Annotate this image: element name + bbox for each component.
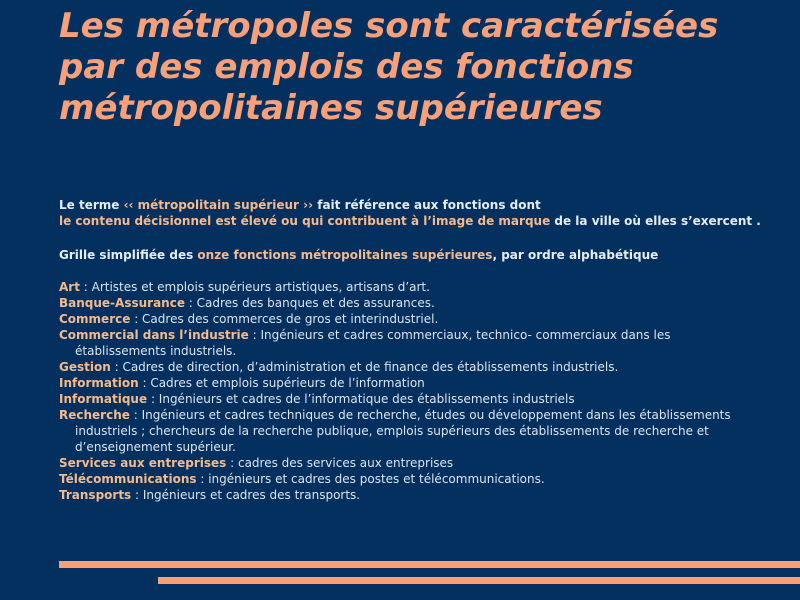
function-item-informatique (59, 391, 759, 407)
intro-prefix: Le terme (59, 198, 124, 212)
title-line-2: par des emplois des fonctions (59, 47, 634, 87)
function-term: Banque-Assurance (59, 296, 185, 310)
function-term: Informatique (59, 392, 148, 406)
function-item-transports (59, 487, 759, 503)
decorative-bar-upper (59, 561, 800, 568)
function-desc: : Ingénieurs et cadres commerciaux, technico- commerciaux dans les établissements industriels. (75, 328, 671, 358)
intro-definition-highlight: le contenu décisionnel est élevé ou qui contribuent à l’image de marque (59, 214, 551, 228)
grid-suffix: , par ordre alphabétique (492, 248, 659, 262)
function-item-gestion (59, 359, 759, 375)
functions-list (59, 279, 759, 503)
title-line-3: métropolitaines supérieures (59, 88, 603, 128)
function-item-commercial-industrie (59, 327, 759, 359)
intro-line-2 (59, 213, 789, 229)
intro-suffix: fait référence aux fonctions dont (313, 198, 541, 212)
grid-highlight: onze fonctions métropolitaines supérieures (197, 248, 493, 262)
function-desc: : Cadres et emplois supérieurs de l’information (138, 376, 425, 390)
intro-definition-suffix: de la ville où elles s’exercent . (550, 214, 761, 228)
function-desc: : Ingénieurs et cadres de l’informatique des établissements industriels (147, 392, 575, 406)
decorative-bar-lower (158, 577, 800, 584)
grid-heading (59, 247, 789, 263)
slide-title (59, 6, 789, 129)
function-desc: : Ingénieurs et cadres des transports. (131, 488, 361, 502)
function-term: Art (59, 280, 80, 294)
function-desc: : Artistes et emplois supérieurs artistiques, artisans d’art. (79, 280, 430, 294)
intro-line-1 (59, 197, 789, 213)
function-desc: : ingénieurs et cadres des postes et télécommunications. (196, 472, 545, 486)
function-term: Information (59, 376, 139, 390)
function-item-information (59, 375, 759, 391)
function-desc: : Ingénieurs et cadres techniques de recherche, études ou développement dans les établissements industriels ; chercheurs de la recherche publique, emplois supérieurs des établissements de recherche et d’enseignement supérieur. (75, 408, 731, 454)
function-item-banque-assurance (59, 295, 759, 311)
function-item-commerce (59, 311, 759, 327)
function-term: Commercial dans l’industrie (59, 328, 249, 342)
function-term: Gestion (59, 360, 111, 374)
function-term: Télécommunications (59, 472, 197, 486)
intro-quote-open: ‹‹ (123, 198, 138, 212)
intro-quote-close: ›› (298, 198, 314, 212)
function-item-art (59, 279, 759, 295)
function-term: Recherche (59, 408, 130, 422)
function-item-services-entreprises (59, 455, 759, 471)
function-desc: : cadres des services aux entreprises (226, 456, 454, 470)
grid-prefix: Grille simplifiée des (59, 248, 198, 262)
function-term: Transports (59, 488, 132, 502)
function-desc: : Cadres des banques et des assurances. (184, 296, 435, 310)
function-item-recherche (59, 407, 759, 455)
function-desc: : Cadres des commerces de gros et interindustriel. (130, 312, 439, 326)
title-line-1: Les métropoles sont caractérisées (59, 6, 719, 46)
function-desc: : Cadres de direction, d’administration et de finance des établissements industriels. (110, 360, 619, 374)
function-item-telecommunications (59, 471, 759, 487)
function-term: Commerce (59, 312, 131, 326)
function-term: Services aux entreprises (59, 456, 227, 470)
intro-term-highlight: métropolitain supérieur (137, 198, 299, 212)
